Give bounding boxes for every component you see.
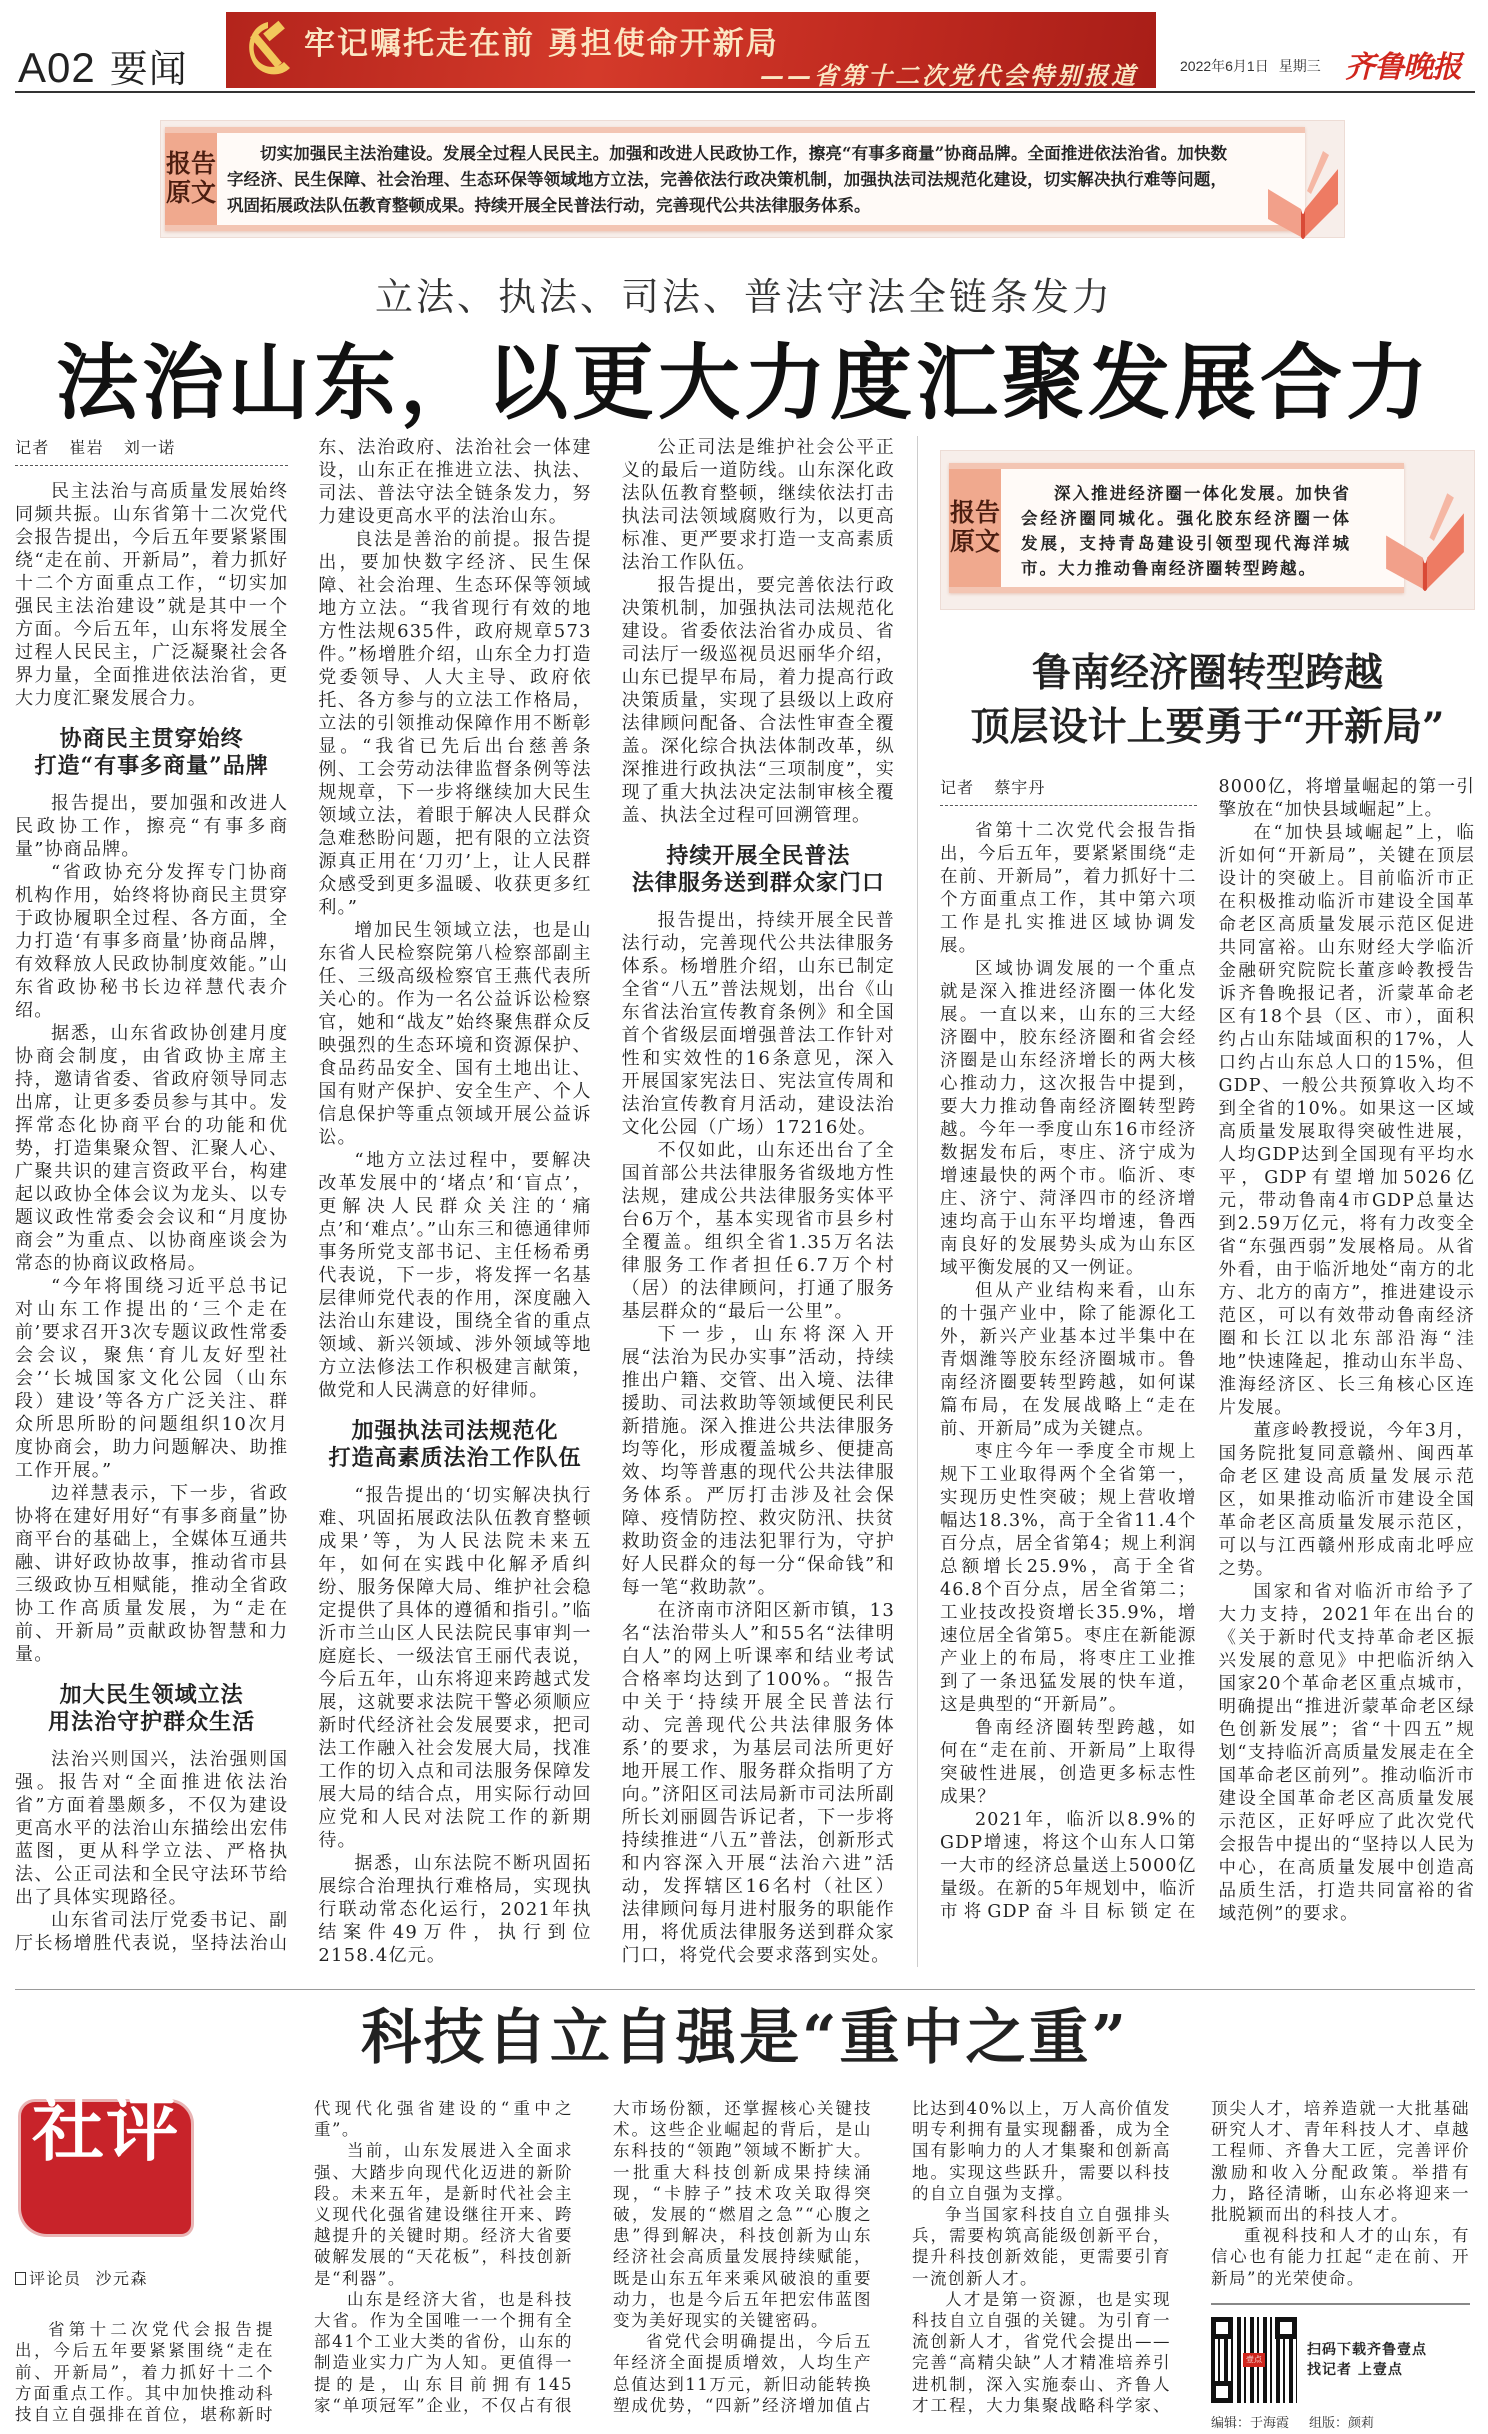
byline-role: 记者 [940, 778, 975, 797]
side-article-headline [940, 646, 1475, 754]
paragraph: 省党代会明确提出，今后五年经济全面提质增效，人均生产总值达到11万元，新旧动能转换塑成优势，“四新”经济增加值占比达到40%以上，万人高价值发明专利拥有量实现翻番，成为全国有影响力的人才集聚和创新高地。实现这些跃升，需要以科技的自立自强为支撑。 [613, 2099, 1171, 2415]
paragraph: “省政协充分发挥专门协商机构作用，始终将协商民主贯穿于政协履职全过程、各方面，全力打造‘有事多商量’协商品牌，有效释放人民政协制度效能。”山东省政协秘书长边祥慧代表介绍。 [15, 862, 289, 1021]
section-heading-line: 协商民主贯穿始终 [59, 726, 244, 752]
open-book-icon [1262, 149, 1344, 239]
qr-finder-icon [1275, 2317, 1297, 2339]
section-heading-line: 法律服务送到群众家门口 [631, 870, 885, 896]
paragraph: 人才是第一资源，也是实现科技自立自强的关键。为引育一流创新人才，省党代会提出——完善“高精尖缺”人才精准培养引进机制，深入实施泰山、齐鲁人才工程，大力集聚战略科学家、顶尖人才，培养造就一大批基础研究人才、青年科技人才、卓越工程师、齐鲁大工匠，完善评价激励和收入分配政策。举措有力，路径清晰，山东必将迎来一批脱颖而出的科技人才。 [912, 2099, 1470, 2415]
byline-name: 刘一诺 [123, 438, 176, 457]
qr-caption [1307, 2340, 1427, 2380]
report-excerpt-label: 报告原文 [949, 469, 1001, 587]
upper-articles [15, 436, 1475, 1967]
paragraph: 据悉，山东省政协创建月度协商会制度，由省政协主席主持，邀请省委、省政府领导同志出席，让更多委员参与其中。发挥常态化协商平台的功能和优势，打造集聚众智、汇聚人心、广聚共识的建言资政平台，构建起以政协全体会议为龙头、以专题议政性常委会会议和“月度协商会”为重点、以协商座谈会为常态的协商议政格局。 [15, 1023, 289, 1274]
qr-caption-line: 找记者 上壹点 [1307, 2361, 1403, 2378]
editor-credits [1211, 2413, 1470, 2434]
hammer-sickle-icon [238, 16, 298, 84]
report-excerpt-label: 报告原文 [165, 133, 217, 225]
headline-line: 鲁南经济圈转型跨越 [1031, 650, 1383, 696]
paragraph: 公正司法是维护社会公平正义的最后一道防线。山东深化政法队伍教育整顿，继续依法打击执法司法领域腐败行为，以更高标准、更严要求打造一支高素质法治工作队伍。 [621, 437, 895, 573]
editor-name: 编辑：于海霞 [1211, 2415, 1290, 2431]
qr-center-logo: 壹点 [1243, 2353, 1265, 2367]
side-article-body [940, 776, 1475, 1926]
paragraph: 重视科技和人才的山东，有信心也有能力扛起“走在前、开新局”的光荣使命。 [1211, 2226, 1470, 2288]
paragraph: 山东是经济大省，也是科技大省。作为全国唯一一个拥有全部41个工业大类的省份，山东的制造业实力广为人知。更值得一提的是，山东目前拥有145家“单项冠军”企业，不仅占有很大市场份额，还掌握核心关键技术。这些企业崛起的背后，是山东科技的“领跑”领域不断扩大。一批重大科技创新成果持续涌现，“卡脖子”技术攻关取得突破，发展的“燃眉之急”“心腹之患”得到解决，科技创新为山东经济社会高质量发展持续赋能，既是山东五年来乘风破浪的重要动力，也是今后五年把宏伟蓝图变为美好现实的关键密码。 [314, 2099, 872, 2415]
paragraph: “今年将围绕习近平总书记对山东工作提出的‘三个走在前’要求召开3次专题议政性常委会会议，聚焦‘育儿友好型社会’‘长城国家文化公园（山东段）建设’等各方广泛关注、群众所思所盼的问题组织10次月度协商会，助力问题解决、助推工作开展。” [15, 1276, 289, 1481]
header-divider [15, 91, 1475, 93]
open-book-icon [1380, 491, 1470, 591]
paragraph: 枣庄今年一季度全市规上规下工业取得两个全省第一，实现历史性突破；规上营收增幅达18.3%，高于全省11.4个百分点，居全省第4；规上利润总额增长25.9%，高于全省46.8个百分点，居全省第二；工业技改投资增长35.9%，增速位居全省第5。枣庄在新能源产业上的布局，将枣庄工业推到了一条迅猛发展的快车道，这是典型的“开新局”。 [940, 1442, 1197, 1715]
seal-text: 社评 [31, 2086, 180, 2171]
section-heading-line: 加强执法司法规范化 [351, 1418, 559, 1444]
paragraph: 山东省司法厅党委书记、副厅长杨增胜代表说，坚持法治山东、法治政府、法治社会一体建设，山东正在推进立法、执法、司法、普法守法全链条发力，努力建设更高水平的法治山东。 [15, 437, 592, 1954]
byline-name: 崔岩 [69, 438, 104, 457]
paragraph: 2021年，临沂以8.9%的GDP增速，将这个山东人口第一大市的经济总量送上5000亿量级。在新的5年规划中，临沂市将GDP奋斗目标锁定在8000亿，将增量崛起的第一引擎放在“加快县域崛起”上。 [940, 777, 1475, 1922]
paragraph: 国家和省对临沂市给予了大力支持，2021年在出台的《关于新时代支持革命老区振兴发展的意见》中把临沂纳入国家20个革命老区重点城市，明确提出“推进沂蒙革命老区绿色创新发展”；省“十四五”规划“支持临沂高质量发展走在全国革命老区前列”。推动临沂市建设全国革命老区高质量发展示范区，正好呼应了此次党代会报告中提出的“坚持以人民为中心，在高质量发展中创造高品质生活，打造共同富裕的省域范例”的要求。 [1218, 1582, 1475, 1924]
section-heading-line: 打造“有事多商量”品牌 [34, 753, 269, 779]
headline-line: 顶层设计上要勇于“开新局” [970, 704, 1445, 750]
paragraph: 当前，山东发展进入全面求强、大踏步向现代化迈进的新阶段。未来五年，是新时代社会主义现代化强省建设继往开来、跨越提升的关键时期。经济大省要破解发展的“天花板”，科技创新是“利器”。 [314, 2141, 573, 2288]
qr-row [1211, 2317, 1470, 2403]
article-byline [15, 436, 288, 466]
report-excerpt-text: 切实加强民主法治建设。发展全过程人民民主。加强和改进人民政协工作，擦亮“有事多商量”协商品牌。全面推进依法治省。加快数字经济、民生保障、社会治理、生态环保等领域地方立法，完善依法行政决策机制，加强执法司法规范化建设，切实解决执行难等问题，巩固拓展政法队伍教育整顿成果。持续开展全民普法行动，完善现代公共法律服务体系。 [227, 144, 1227, 215]
paragraph: 董彦岭教授说，今年3月，国务院批复同意赣州、闽西革命老区建设高质量发展示范区，如果推动临沂市建设全国革命老区高质量发展示范区，可以与江西赣州形成南北呼应之势。 [1218, 1421, 1475, 1579]
dateline [1180, 56, 1331, 76]
paragraph: 法治兴则国兴，法治强则国强。报告对“全面推进依法治省”方面着墨颇多，不仅为建设更高水平的法治山东描绘出宏伟蓝图，更从科学立法、严格执法、公正司法和全民守法环节给出了具体实现路径。 [15, 1749, 289, 1908]
box-bullet-icon [15, 2272, 26, 2285]
paragraph: 良法是善治的前提。报告提出，要加快数字经济、民生保障、社会治理、生态环保等领域地方立法。“我省现行有效的地方性法规635件，政府规章573件。”杨增胜介绍，山东全力打造党委领导、人大主导、政府依托、各方参与的立法工作格局，立法的引领推动保障作用不断彰显。“我省已先后出台慈善条例、工会劳动法律监督条例等法规规章，下一步将继续加大民生领域立法，着眼于解决人民群众急难愁盼问题，把有限的立法资源真正用在‘刀刃’上，让人民群众感受到更多温暖、收获更多红利。” [318, 529, 592, 918]
section-name: 要闻 [109, 49, 188, 91]
paragraph: 鲁南经济圈转型跨越，如何在“走在前、开新局”上取得突破性进展，创造更多标志性成果？ [940, 1718, 1197, 1807]
side-article [940, 436, 1475, 1926]
paragraph: 报告提出，要加强和改进人民政协工作，擦亮“有事多商量”协商品牌。 [15, 793, 289, 860]
paragraph: 不仅如此，山东还出台了全国首部公共法律服务省级地方性法规，建成公共法律服务实体平台6万个，基本实现省市县乡村全覆盖。组织全省1.35万名法律服务工作者担任6.7万个村（居）的法律顾问，打通了服务基层群众的“最后一公里”。 [621, 1140, 895, 1322]
app-download-block [1211, 2303, 1470, 2434]
paragraph: 在济南市济阳区新市镇，13名“法治带头人”和55名“法律明白人”的网上听课率和结业考试合格率均达到了100%。“报告中关于‘持续开展全民普法行动、完善现代公共法律服务体系’的要求，为基层司法所更好地开展工作、服务群众指明了方向。”济阳区司法局新市司法所副所长刘丽圆告诉记者，下一步将持续推进“八五”普法，创新形式和内容深入开展“法治六进”活动，发挥辖区16名村（社区）法律顾问每月进村服务的职能作用，将优质法律服务送到群众家门口，将党代会要求落到实处。 [621, 1600, 895, 1966]
byline-name: 蔡宇丹 [994, 778, 1046, 797]
commentary-seal-logo [17, 2086, 195, 2238]
paragraph: 据悉，山东法院不断巩固拓展综合治理执行难格局，实现执行联动常态化运行，2021年执结案件49万件，执行到位2158.4亿元。 [318, 1853, 592, 1966]
issue-weekday: 星期三 [1278, 58, 1321, 74]
paragraph: “报告提出的‘切实解决执行难、巩固拓展政法队伍教育整顿成果’等，为人民法院未来五年，如何在实践中化解矛盾纠纷、服务保障大局、维护社会稳定提供了具体的遵循和指引。”临沂市兰山区人民法院民事审判一庭庭长、一级法官王丽代表说，今后五年，山东将迎来跨越式发展，这就要求法院干警必须顺应新时代经济社会发展要求，把司法工作融入社会发展大局，找准工作的切入点和司法服务保障发展大局的结合点，用实际行动回应党和人民对法院工作的新期待。 [318, 1485, 592, 1851]
column-divider [917, 436, 918, 1967]
paragraph: 民主法治与高质量发展始终同频共振。山东省第十二次党代会报告提出，今后五年要紧紧围绕“走在前、开新局”，着力抓好十二个方面重点工作，“切实加强民主法治建设”就是其中一个方面。今后五年，山东将发展全过程人民民主，广泛凝聚社会各界力量，全面推进依法治省，更大力度汇聚发展合力。 [15, 481, 289, 709]
paragraph: “地方立法过程中，要解决改革发展中的‘堵点’和‘盲点’，更解决人民群众关注的‘痛点’和‘难点’。”山东三和德通律师事务所党支部书记、主任杨希勇代表说，下一步，将发挥一名基层律师党代表的作用，深度融入法治山东建设，围绕全省的重点领域、新兴领域、涉外领域等地方立法修法工作积极建言献策，做党和人民满意的好律师。 [318, 1150, 592, 1401]
qr-finder-icon [1211, 2381, 1233, 2403]
article-byline [940, 776, 1197, 806]
article-headline: 法治山东，以更大力度汇聚发展合力 [55, 335, 1432, 431]
byline-role: 评论员 [29, 2269, 82, 2288]
paragraph: 下一步，山东将深入开展“法治为民办实事”活动，持续推出户籍、交管、出入境、法律援助、司法救助等领域便民利民新措施。深入推进公共法律服务均等化，形成覆盖城乡、便捷高效、均等普惠的现代公共法律服务体系。严厉打击涉及社会保障、疫情防控、救灾防汛、扶贫救助资金的违法犯罪行为，守护好人民群众的每一分“保命钱”和每一笔“救助款”。 [621, 1324, 895, 1598]
report-excerpt-box [160, 120, 1345, 238]
section-heading-line: 持续开展全民普法 [666, 843, 851, 869]
report-excerpt-panel [949, 463, 1404, 593]
paragraph: 报告提出，要完善依法行政决策机制，加强执法司法规范化建设。省委依法治省办成员、省司法厅一级巡视员迟丽华介绍，山东已提早布局，着力提高行政决策质量，实现了县级以上政府法律顾问配备、合法性审查全覆盖。深化综合执法体制改革，纵深推进行政执法“三项制度”，实现了重大执法决定法制审核全覆盖、执法全过程可回溯管理。 [621, 575, 895, 826]
byline-role: 记者 [15, 438, 50, 457]
newspaper-logo: 齐鲁晚报 [1345, 50, 1461, 85]
page-number-text: A02 [18, 44, 96, 91]
section-heading-line: 用法治守护群众生活 [48, 1709, 256, 1735]
report-excerpt-panel [165, 127, 1305, 231]
paragraph: 增加民生领域立法，也是山东省人民检察院第八检察部副主任、三级高级检察官王燕代表所关心的。作为一名公益诉讼检察官，她和“战友”始终聚焦群众反映强烈的生态环境和资源保护、食品药品安全、国有土地出让、国有财产保护、安全生产、个人信息保护等重点领域开展公益诉讼。 [318, 920, 592, 1148]
section-heading [318, 1418, 591, 1472]
qr-finder-icon [1211, 2317, 1233, 2339]
paragraph: 边祥慧表示，下一步，省政协将在建好用好“有事多商量”协商平台的基础上，全媒体互通共融、讲好政协故事，推动省市县三级政协互相赋能，推动全省政协工作高质量发展，为“走在前、开新局”贡献政协智慧和力量。 [15, 1483, 289, 1665]
paragraph: 在“加快县域崛起”上，临沂如何“开新局”，关键在顶层设计的突破上。目前临沂市正在积极推动临沂市建设全国革命老区高质量发展示范区促进共同富裕。山东财经大学临沂金融研究院院长董彦岭教授告诉齐鲁晚报记者，沂蒙革命老区有18个县（区、市），面积约占山东陆域面积的17%，人口约占山东总人口的15%，但GDP、一般公共预算收入均不到全省的10%。如果这一区域高质量发展取得突破性进展，人均GDP达到全国现有平均水平，GDP有望增加5026亿元，带动鲁南4市GDP总量达到2.59万亿元，将有力改变全省“东强西弱”发展格局。从省外看，由于临沂地处“南方的北方、北方的南方”，推进建设示范区，可以有效带动鲁南经济圈和长江以北东部沿海“洼地”快速隆起，推动山东半岛、淮海经济区、长三角核心区连片发展。 [1218, 823, 1475, 1418]
paragraph: 区域协调发展的一个重点就是深入推进经济圈一体化发展。一直以来，山东的三大经济圈中，胶东经济圈和省会经济圈是山东经济增长的两大核心推动力，这次报告中提到，要大力推动鲁南经济圈转型跨越。今年一季度山东16市经济数据发布后，枣庄、济宁成为增速最快的两个市。临沂、枣庄、济宁、菏泽四市的经济增速均高于山东平均增速，鲁西南良好的发展势头成为山东区域平衡发展的又一例证。 [940, 959, 1197, 1278]
paragraph: 报告提出，持续开展全民普法行动，完善现代公共法律服务体系。杨增胜介绍，山东已制定全省“八五”普法规划，出台《山东省法治宣传教育条例》和全国首个省级层面增强普法工作针对性和实效性的16条意见，深入开展国家宪法日、宪法宣传周和法治宣传教育月活动，建设法治文化公园（广场）17216处。 [621, 910, 895, 1138]
section-heading-line: 打造高素质法治工作队伍 [328, 1445, 582, 1471]
qr-caption-line: 扫码下载齐鲁壹点 [1307, 2341, 1427, 2358]
main-article-body [15, 436, 895, 1967]
report-excerpt-text: 深入推进经济圈一体化发展。加快省会经济圈同城化。强化胶东经济圈一体发展，支持青岛建设引领型现代海洋城市。大力推动鲁南经济圈转型跨越。 [1021, 484, 1351, 578]
commentary-body [15, 2086, 1470, 2434]
section-heading [622, 843, 895, 897]
article-subheadline: 立法、执法、司法、普法守法全链条发力 [374, 275, 1113, 319]
paragraph: 争当国家科技自立自强排头兵，需要构筑高能级创新平台，提升科技创新效能，更需要引育一流创新人才。 [912, 2205, 1171, 2288]
commentary-headline: 科技自立自强是“重中之重” [360, 2003, 1130, 2073]
banner-title: 牢记嘱托走在前 勇担使命开新局 [304, 26, 779, 62]
banner-subtitle: ——省第十二次党代会特别报道 [760, 61, 1138, 88]
paragraph: 但从产业结构来看，山东的十强产业中，除了能源化工外，新兴产业基本过半集中在青烟潍等胶东经济圈城市。鲁南经济圈要转型跨越，如何谋篇布局，在发展战略上“走在前、开新局”成为关键点。 [940, 1281, 1197, 1439]
paragraph: 省第十二次党代会报告指出，今后五年，要紧紧围绕“走在前、开新局”，着力抓好十二个方面重点工作，其中第六项工作是扎实推进区域协调发展。 [940, 821, 1197, 956]
section-heading-line: 加大民生领域立法 [59, 1682, 244, 1708]
commentary-section [15, 1989, 1475, 2434]
section-heading [15, 726, 288, 780]
section-heading [15, 1682, 288, 1736]
special-report-banner [226, 12, 1156, 88]
commentator-byline [15, 2268, 274, 2289]
byline-name: 沙元森 [95, 2269, 149, 2288]
paragraph: 省第十二次党代会报告提出，今后五年要紧紧围绕“走在前、开新局”，着力抓好十二个方面重点工作。其中加快推动科技自立自强排在首位，堪称新时代现代化强省建设的“重中之重”。 [15, 2099, 573, 2425]
page-number [18, 38, 188, 93]
page-content [15, 436, 1475, 2434]
layout-name: 组版：颜莉 [1309, 2415, 1375, 2431]
qr-code[interactable] [1211, 2317, 1297, 2403]
issue-date: 2022年6月1日 [1180, 58, 1269, 74]
report-excerpt-box [940, 450, 1475, 610]
